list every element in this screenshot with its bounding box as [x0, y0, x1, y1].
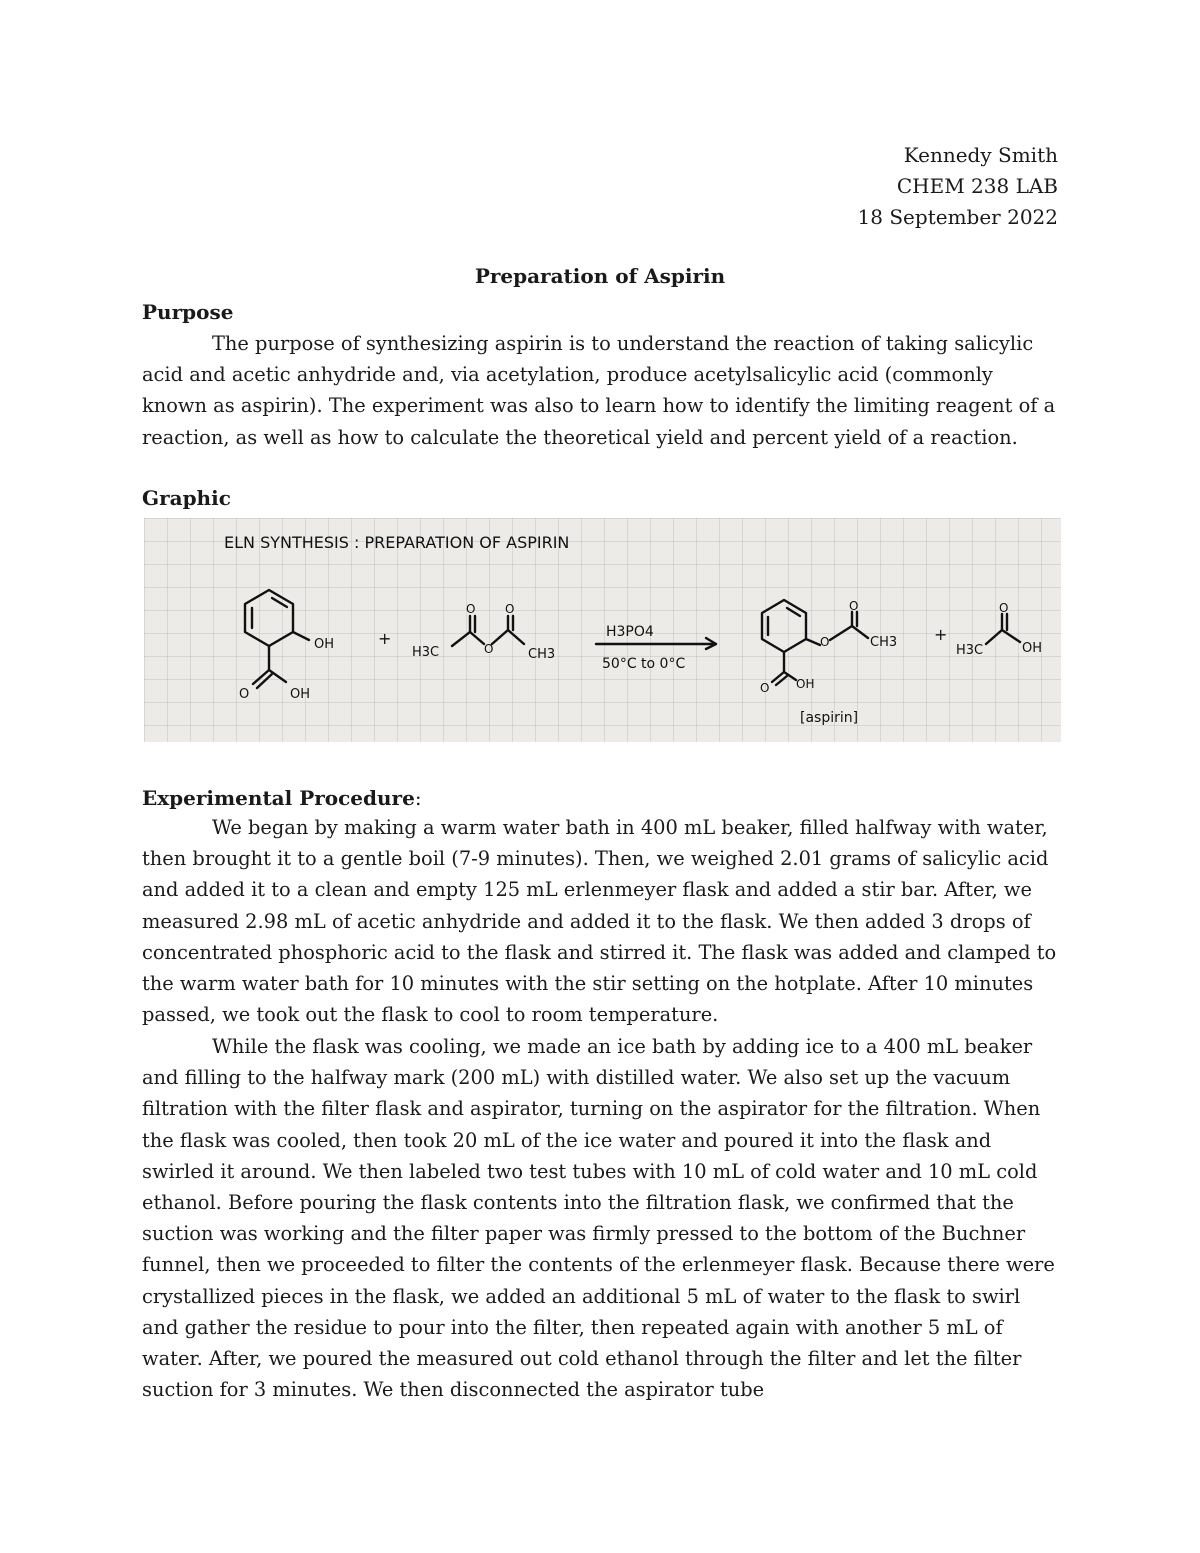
figure-title: ELN SYNTHESIS : PREPARATION OF ASPIRIN — [224, 533, 570, 552]
course-name: CHEM 238 LAB — [896, 174, 1058, 198]
label-o-2: O — [466, 602, 476, 616]
label-oh-4: OH — [1022, 641, 1043, 656]
label-h3c-2: H3C — [956, 643, 984, 658]
label-o-6: O — [849, 599, 859, 613]
label-o-8: O — [999, 601, 1009, 615]
plus-sign-1: + — [378, 629, 392, 648]
procedure-heading — [142, 786, 422, 810]
procedure-heading-text: Experimental Procedure — [142, 786, 415, 810]
reaction-drawing — [144, 518, 1061, 742]
label-oh-3: OH — [796, 677, 815, 691]
graphic-heading: Graphic — [142, 486, 231, 510]
label-o-7: O — [760, 681, 770, 695]
label-o-3: O — [505, 602, 515, 616]
label-oh-1: OH — [314, 637, 335, 652]
procedure-paragraph-1 — [142, 812, 1062, 1030]
conditions-label: 50°C to 0°C — [602, 656, 686, 672]
header-block — [858, 140, 1058, 233]
procedure-text-2: While the flask was cooling, we made an ice bath by adding ice to a 400 mL beaker and filling to the halfway mark (200 mL) with distilled water. We also set up the vacuum filtration with the filter flask and aspirator, turning on the aspirator for the filtration. When the flask was cooled, then took 20 mL of the ice water and poured it into the flask and swirled it around. We then labeled two test tubes with 10 mL of cold water and 10 mL cold ethanol. Before pouring the flask contents into the filtration flask, we confirmed that the suction was working and the filter paper was firmly pressed to the bottom of the Buchner funnel, then we proceeded to filter the contents of the erlenmeyer flask. Because there were crystallized pieces in the flask, we added an additional 5 mL of water to the flask to swirl and gather the residue to pour into the filter, then repeated again with another 5 mL of water. After, we poured the measured out cold ethanol through the filter and let the filter suction for 3 minutes. We then disconnected the aspirator tube — [142, 1035, 1055, 1402]
label-h3c-1: H3C — [412, 645, 440, 660]
product-label: [aspirin] — [800, 710, 859, 726]
document-title: Preparation of Aspirin — [474, 264, 726, 288]
author-name: Kennedy Smith — [903, 143, 1058, 167]
purpose-text: The purpose of synthesizing aspirin is to understand the reaction of taking salicylic acid and acetic anhydride and, via acetylation, produce acetylsalicylic acid (commonly known as aspirin). The experiment was also to learn how to identify the limiting reagent of a reaction, as well as how to calculate the theoretical yield and percent yield of a reaction. — [142, 332, 1056, 449]
label-ch3-1: CH3 — [528, 647, 556, 662]
purpose-paragraph — [142, 328, 1062, 453]
label-o-4: O — [484, 642, 494, 656]
report-date: 18 September 2022 — [857, 205, 1058, 229]
oh-bond — [293, 632, 309, 640]
plus-sign-2: + — [934, 625, 948, 644]
label-o-5: O — [820, 635, 830, 649]
label-o-1: O — [239, 687, 250, 702]
catalyst-label: H3PO4 — [606, 624, 654, 640]
procedure-text-1: We began by making a warm water bath in 400 mL beaker, filled halfway with water, then brought it to a gentle boil (7-9 minutes). Then, we weighed 2.01 grams of salicylic acid and added it to a clean and empty 125 mL erlenmeyer flask and added a stir bar. After, we measured 2.98 mL of acetic anhydride and added it to the flask. We then added 3 drops of concentrated phosphoric acid to the flask and stirred it. The flask was added and clamped to the warm water bath for 10 minutes with the stir setting on the hotplate. After 10 minutes passed, we took out the flask to cool to room temperature. — [142, 816, 1057, 1027]
procedure-paragraph-2 — [142, 1031, 1062, 1405]
label-oh-2: OH — [290, 687, 311, 702]
label-ch3-2: CH3 — [870, 635, 898, 650]
reaction-figure — [144, 518, 1061, 742]
purpose-heading: Purpose — [142, 300, 234, 324]
procedure-heading-colon: : — [414, 786, 422, 810]
